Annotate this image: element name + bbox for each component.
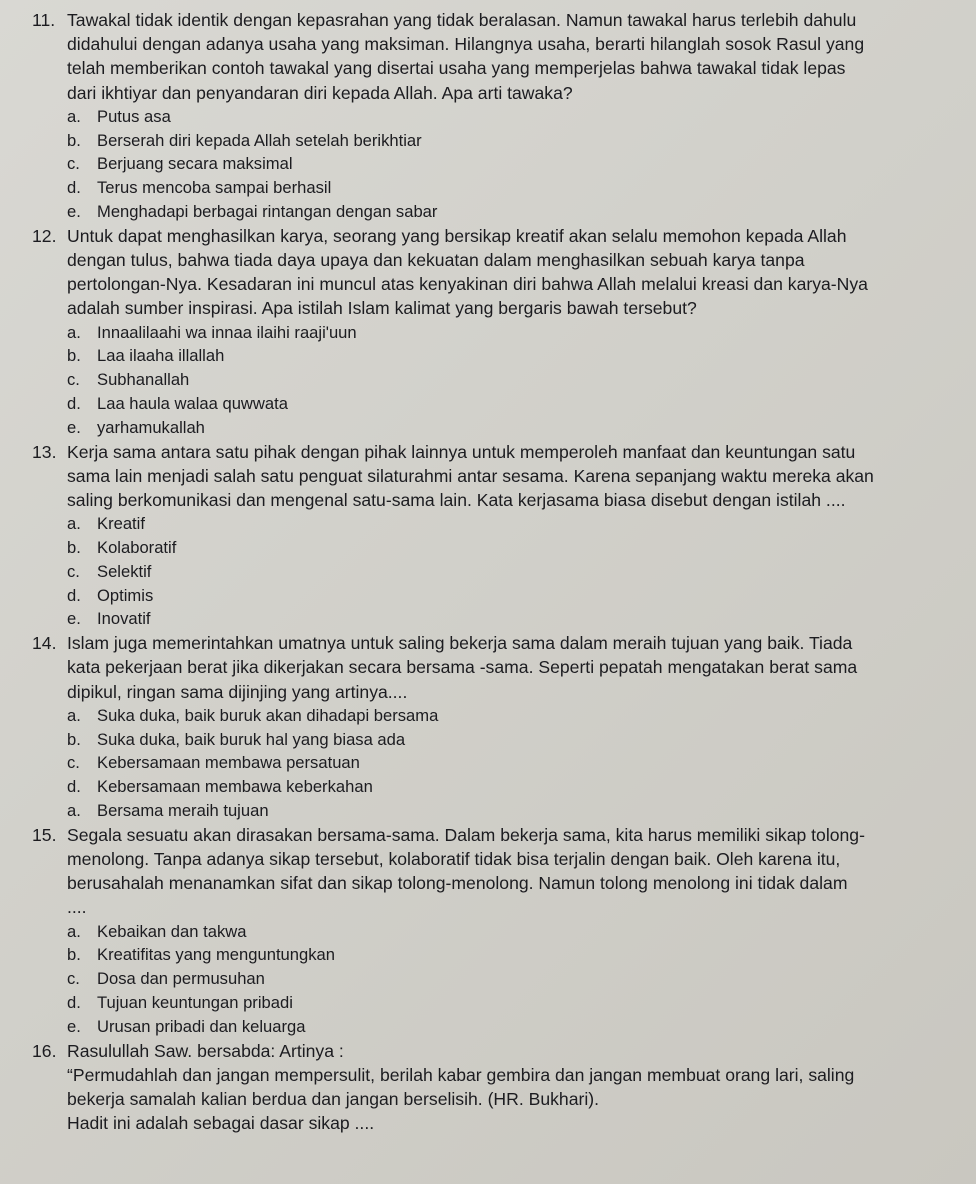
option-a[interactable]: a. Suka duka, baik buruk akan dihadapi bersama (67, 705, 439, 725)
question-number: 16. (32, 1040, 57, 1061)
question-line: Hadit ini adalah sebagai dasar sikap .... (67, 1113, 375, 1134)
option-e[interactable]: e. Menghadapi berbagai rintangan dengan sabar (67, 202, 438, 221)
question-16 (32, 1039, 946, 1136)
answer-options (32, 321, 946, 440)
option-b[interactable]: b. Kreatifitas yang menguntungkan (67, 945, 336, 965)
question-line: bekerja samalah kalian berdua dan jangan berselisih. (HR. Bukhari). (67, 1088, 600, 1109)
question-number: 14. (32, 633, 57, 654)
question-12 (32, 224, 946, 440)
option-c[interactable]: c. Selektif (67, 561, 152, 581)
option-d[interactable]: d. Terus mencoba sampai berhasil (67, 178, 332, 198)
question-line (32, 440, 946, 464)
question-line: berusahalah menanamkan sifat dan sikap tolong-menolong. Namun tolong menolong ini tidak dalam (67, 873, 848, 894)
question-line: dari ikhtiyar dan penyandaran diri kepada Allah. Apa arti tawaka? (67, 82, 573, 103)
option-a[interactable]: a. Putus asa (67, 106, 171, 126)
question-line (32, 8, 946, 32)
question-line (32, 1039, 946, 1063)
option-c[interactable]: c. Subhanallah (67, 370, 190, 390)
question-14 (32, 631, 946, 823)
option-c[interactable]: c. Kebersamaan membawa persatuan (67, 753, 360, 773)
question-line: sama lain menjadi salah satu penguat silaturahmi antar sesama. Karena sepanjang waktu mereka akan (67, 465, 874, 486)
question-line: menolong. Tanpa adanya sikap tersebut, kolaboratif tidak bisa terjalin dengan baik. Oleh karena itu, (67, 848, 841, 869)
question-13 (32, 440, 946, 632)
question-line: .... (67, 897, 87, 918)
option-c[interactable]: c. Dosa dan permusuhan (67, 969, 265, 989)
question-line: dengan tulus, bahwa tiada daya upaya dan kekuatan dalam menghasilkan sebuah karya tanpa (67, 250, 805, 270)
question-text: Tawakal tidak identik dengan kepasrahan yang tidak beralasan. Namun tawakal harus terlebih dahulu (67, 10, 857, 30)
question-line (32, 631, 946, 655)
question-line (32, 224, 946, 248)
question-11 (32, 8, 946, 224)
option-a[interactable]: a. Innaalilaahi wa innaa ilaihi raaji'uun (67, 322, 357, 342)
question-line: didahului dengan adanya usaha yang maksiman. Hilangnya usaha, berarti hilanglah sosok Rasul yang (67, 34, 865, 55)
question-number: 12. (32, 225, 57, 246)
question-number: 15. (32, 824, 57, 845)
option-d[interactable]: d. Laa haula walaa quwwata (67, 394, 288, 413)
option-b[interactable]: b. Berserah diri kepada Allah setelah berikhtiar (67, 130, 422, 150)
answer-options (32, 512, 946, 631)
question-text: Untuk dapat menghasilkan karya, seorang yang bersikap kreatif akan selalu memohon kepada Allah (67, 225, 847, 246)
option-a[interactable]: a. Kebaikan dan takwa (67, 921, 247, 941)
answer-options (32, 105, 946, 224)
question-text: Rasulullah Saw. bersabda: Artinya : (67, 1040, 344, 1061)
option-e[interactable]: a. Bersama meraih tujuan (67, 800, 269, 820)
question-line: kata pekerjaan berat jika dikerjakan secara bersama -sama. Seperti pepatah mengatakan berat sama (67, 657, 858, 678)
option-e[interactable]: e. Urusan pribadi dan keluarga (67, 1016, 306, 1036)
question-line (32, 823, 946, 847)
question-line: adalah sumber inspirasi. Apa istilah Islam kalimat yang bergaris bawah tersebut? (67, 298, 697, 319)
question-line: pertolongan-Nya. Kesadaran ini muncul atas kenyakinan diri bahwa Allah melalui kreasi dan karya-Nya (67, 274, 868, 295)
question-text: Segala sesuatu akan dirasakan bersama-sama. Dalam bekerja sama, kita harus memiliki sikap tolong- (67, 824, 865, 845)
option-d[interactable]: d. Tujuan keuntungan pribadi (67, 992, 293, 1012)
option-b[interactable]: b. Laa ilaaha illallah (67, 346, 225, 366)
question-line: dipikul, ringan sama dijinjing yang artinya.... (67, 681, 408, 702)
option-d[interactable]: d. Optimis (67, 585, 154, 605)
answer-options (32, 920, 946, 1039)
option-d[interactable]: d. Kebersamaan membawa keberkahan (67, 777, 373, 797)
option-c[interactable]: c. Berjuang secara maksimal (67, 154, 293, 174)
question-line: telah memberikan contoh tawakal yang disertai usaha yang memperjelas bahwa tawakal tidak lepas (67, 58, 846, 79)
question-15 (32, 823, 946, 1039)
question-line: saling berkomunikasi dan mengenal satu-sama lain. Kata kerjasama biasa disebut dengan istilah .... (67, 490, 846, 510)
answer-options (32, 704, 946, 823)
option-b[interactable]: b. Suka duka, baik buruk hal yang biasa ada (67, 729, 406, 749)
question-number: 13. (32, 441, 57, 462)
option-e[interactable]: e. Inovatif (67, 609, 151, 629)
question-text: Islam juga memerintahkan umatnya untuk saling bekerja sama dalam meraih tujuan yang baik. Tiada (67, 633, 853, 654)
question-text: Kerja sama antara satu pihak dengan pihak lainnya untuk memperoleh manfaat dan keuntungan satu (67, 441, 856, 462)
option-b[interactable]: b. Kolaboratif (67, 538, 177, 557)
option-e[interactable]: e. yarhamukallah (67, 417, 205, 437)
option-a[interactable]: a. Kreatif (67, 514, 145, 534)
question-number: 11. (32, 10, 56, 30)
question-line: “Permudahlah dan jangan mempersulit, berilah kabar gembira dan jangan membuat orang lari, saling (67, 1064, 855, 1085)
